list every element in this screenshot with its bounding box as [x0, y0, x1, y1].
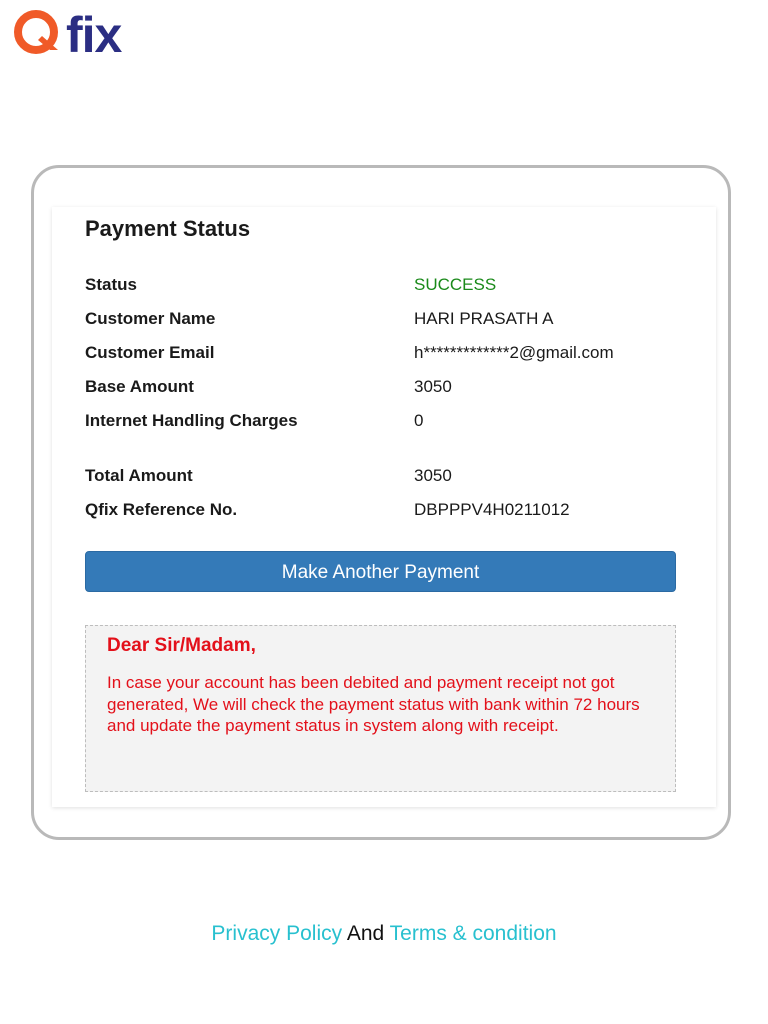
terms-link[interactable]: Terms & condition [389, 922, 557, 945]
customer-name-value: HARI PRASATH A [414, 309, 554, 328]
base-amount-label: Base Amount [85, 377, 194, 396]
status-label: Status [85, 275, 137, 294]
privacy-policy-link[interactable]: Privacy Policy [211, 922, 343, 945]
notice-box [85, 625, 676, 792]
handling-charges-value: 0 [414, 411, 424, 430]
reference-number-value: DBPPPV4H0211012 [414, 500, 570, 519]
logo-wordmark: fix [66, 7, 122, 58]
customer-email-label: Customer Email [85, 343, 215, 362]
reference-number-label: Qfix Reference No. [85, 500, 238, 519]
payment-status-card [52, 207, 716, 807]
total-amount-label: Total Amount [85, 466, 193, 485]
customer-name-label: Customer Name [85, 309, 216, 328]
notice-heading: Dear Sir/Madam, [107, 635, 256, 656]
page-title: Payment Status [85, 216, 251, 241]
customer-email-value: h*************2@gmail.com [414, 343, 614, 362]
footer [0, 922, 768, 946]
qfix-logo [10, 6, 190, 58]
total-amount-value: 3050 [414, 466, 452, 485]
notice-text: In case your account has been debited and payment receipt not got generated, We will check the payment status with bank within 72 hours and update the payment status in system along with receipt. [107, 673, 640, 735]
make-another-payment-button[interactable]: Make Another Payment [85, 551, 676, 592]
base-amount-value: 3050 [414, 377, 452, 396]
footer-joiner: And [346, 922, 385, 945]
status-value: SUCCESS [414, 275, 497, 294]
handling-charges-label: Internet Handling Charges [85, 411, 298, 430]
